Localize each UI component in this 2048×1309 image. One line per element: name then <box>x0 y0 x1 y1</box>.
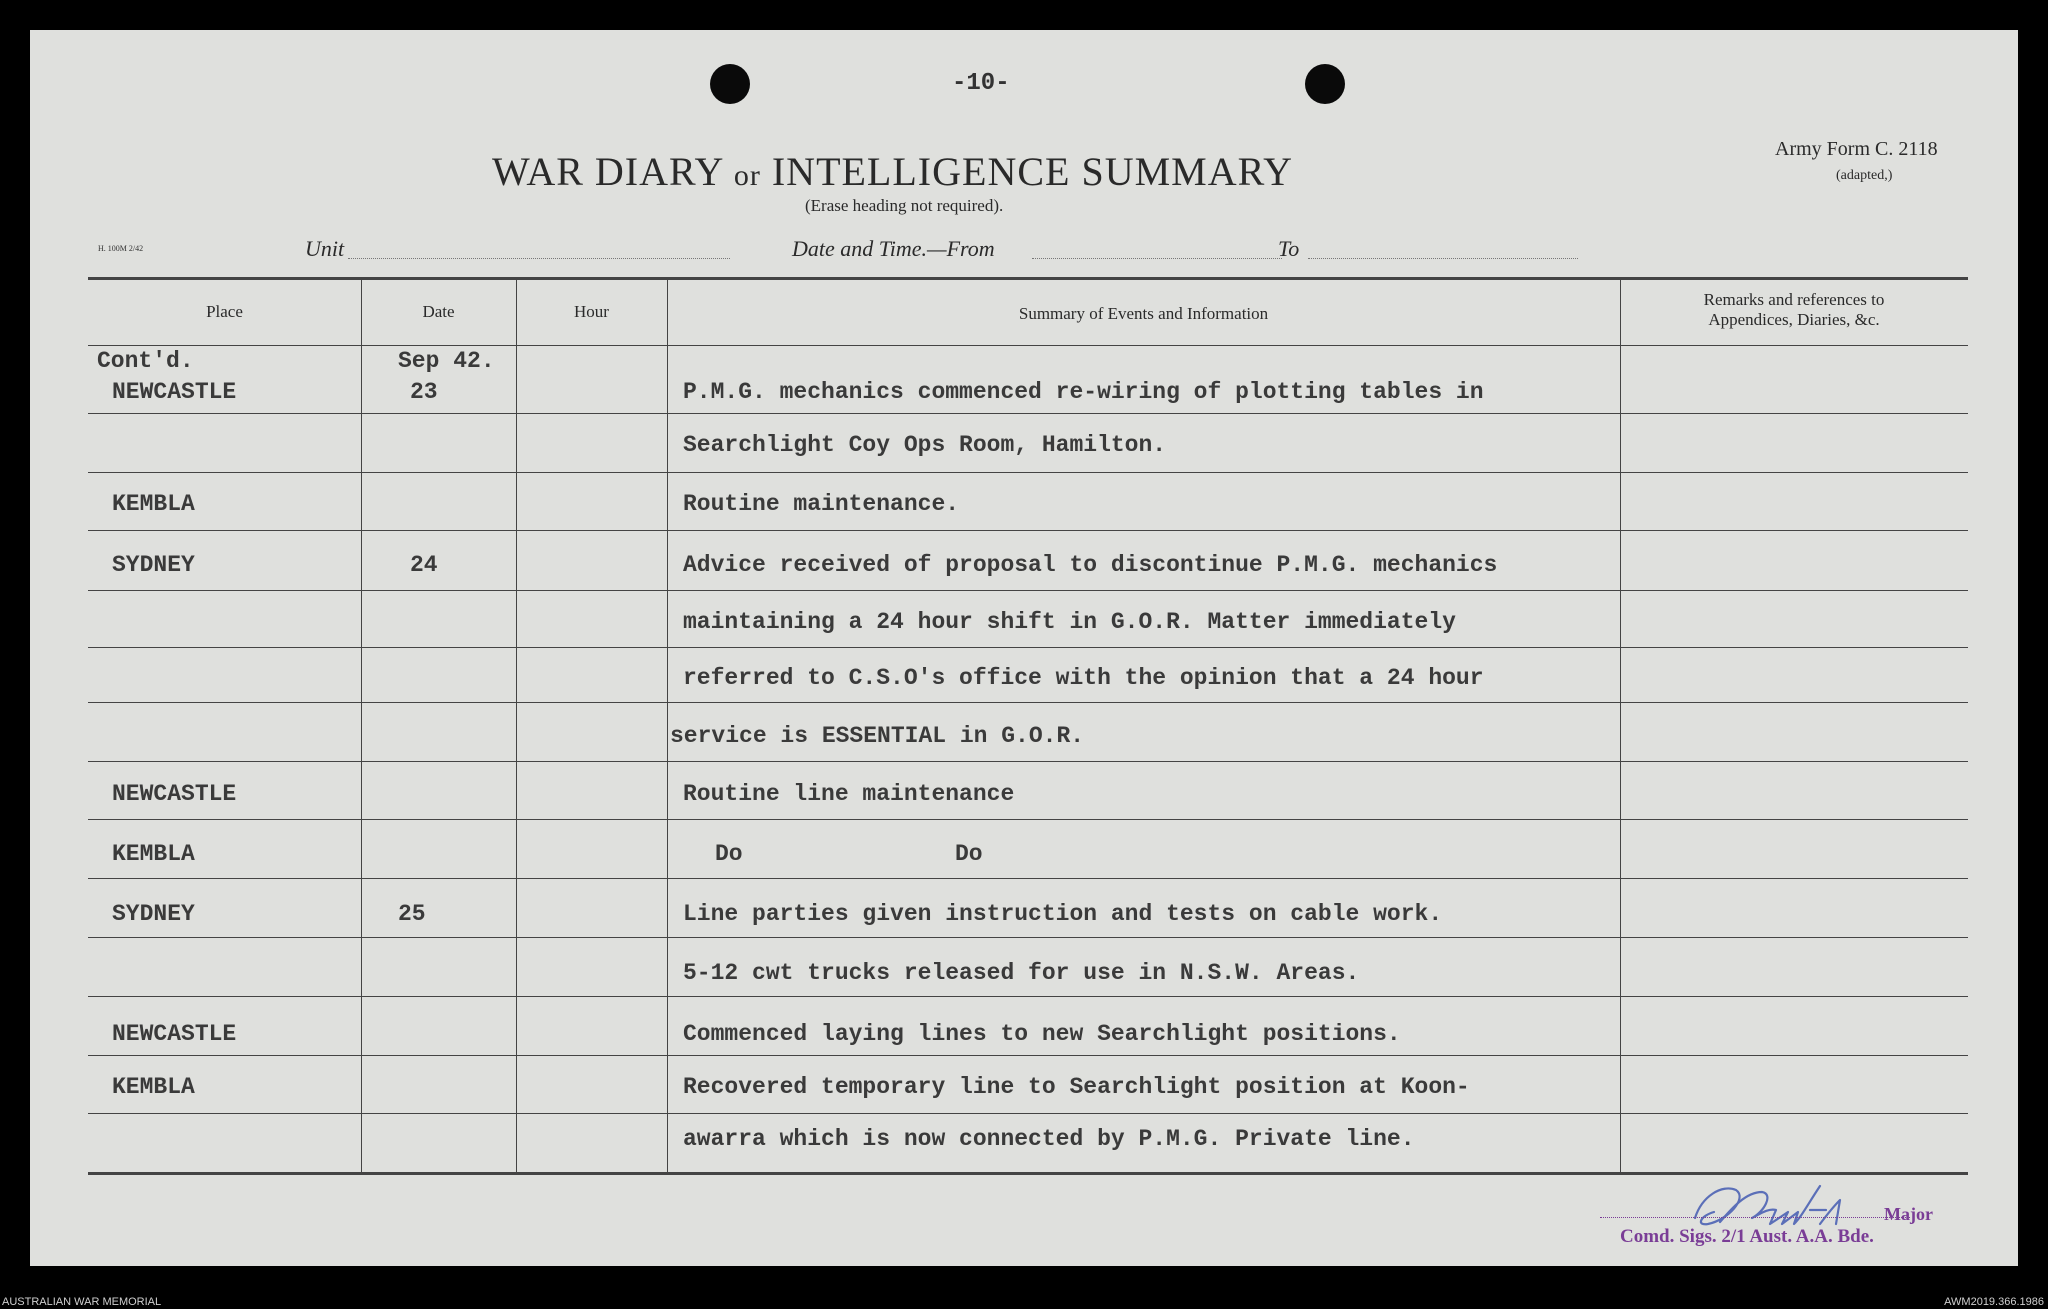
col-divider-hour <box>667 277 668 1172</box>
summary-line: Commenced laying lines to new Searchlight positions. <box>683 1021 1401 1047</box>
row-rule <box>88 413 1968 414</box>
unit-label: Unit <box>305 236 345 261</box>
date-cell: 23 <box>410 379 438 405</box>
place-cell: KEMBLA <box>112 841 195 867</box>
footer-right: AWM2019.366.1986 <box>1944 1296 2044 1308</box>
to-label: To <box>1278 236 1300 261</box>
summary-line: Routine line maintenance <box>683 781 1015 807</box>
summary-line: maintaining a 24 hour shift in G.O.R. Matter immediately <box>683 609 1456 635</box>
row-rule <box>88 647 1968 648</box>
print-code: H. 100M 2/42 <box>98 244 144 253</box>
summary-line: awarra which is now connected by P.M.G. Private line. <box>683 1126 1415 1152</box>
header-remarks-line2: Appendices, Diaries, &c. <box>1708 310 1880 329</box>
header-rule <box>88 345 1968 346</box>
row-rule <box>88 761 1968 762</box>
row-rule <box>88 819 1968 820</box>
place-cell: SYDNEY <box>112 901 195 927</box>
summary-line: Line parties given instruction and tests on cable work. <box>683 901 1443 927</box>
summary-line: 5-12 cwt trucks released for use in N.S.W. Areas. <box>683 960 1360 986</box>
place-cell: KEMBLA <box>112 491 195 517</box>
row-rule <box>88 702 1968 703</box>
summary-ditto: Do <box>715 841 743 867</box>
date-time-label: Date and Time.—From <box>792 236 995 261</box>
place-cell: NEWCASTLE <box>112 781 237 807</box>
unit-field <box>348 258 730 259</box>
summary-line: Advice received of proposal to discontinue P.M.G. mechanics <box>683 552 1498 578</box>
row-rule <box>88 1055 1968 1056</box>
signatory-rank: Major <box>1884 1204 1933 1224</box>
unit-stamp: Comd. Sigs. 2/1 Aust. A.A. Bde. <box>1620 1226 1874 1247</box>
summary-line: service is ESSENTIAL in G.O.R. <box>670 723 1085 749</box>
row-rule <box>88 937 1968 938</box>
header-summary: Summary of Events and Information <box>1018 304 1269 323</box>
punch-hole-left <box>710 64 750 104</box>
col-divider-summary <box>1620 277 1621 1172</box>
summary-line: Recovered temporary line to Searchlight position at Koon- <box>683 1074 1470 1100</box>
punch-hole-right <box>1305 64 1345 104</box>
page-number: -10- <box>952 70 1010 97</box>
row-rule <box>88 1113 1968 1114</box>
col-divider-date <box>516 277 517 1172</box>
footer-left: AUSTRALIAN WAR MEMORIAL <box>2 1296 162 1308</box>
summary-line: Searchlight Coy Ops Room, Hamilton. <box>683 432 1167 458</box>
title-war-diary: WAR DIARY <box>492 149 723 194</box>
row-rule <box>88 996 1968 997</box>
place-cell: KEMBLA <box>112 1074 195 1100</box>
summary-line: referred to C.S.O's office with the opinion that a 24 hour <box>683 665 1484 691</box>
col-divider-place <box>361 277 362 1172</box>
signature-line <box>1600 1217 1910 1218</box>
header-date: Date <box>422 302 455 321</box>
row-rule <box>88 472 1968 473</box>
date-cell: 24 <box>410 552 438 578</box>
summary-ditto: Do <box>955 841 983 867</box>
table-top-rule <box>88 277 1968 280</box>
date-cell: 25 <box>398 901 426 927</box>
summary-line: P.M.G. mechanics commenced re-wiring of plotting tables in <box>683 379 1484 405</box>
from-field <box>1032 258 1282 259</box>
place-cell: SYDNEY <box>112 552 195 578</box>
row-rule <box>88 878 1968 879</box>
header-place: Place <box>206 302 243 321</box>
summary-line: Routine maintenance. <box>683 491 960 517</box>
title-or: or <box>733 159 761 192</box>
form-subtitle: (Erase heading not required). <box>805 196 1004 215</box>
row-rule <box>88 530 1968 531</box>
army-form-adapted: (adapted,) <box>1836 168 1893 183</box>
form-title <box>492 148 1293 195</box>
diary-sheet <box>30 30 2018 1266</box>
to-field <box>1308 258 1578 259</box>
army-form-number: Army Form C. 2118 <box>1775 138 1938 160</box>
place-cell: NEWCASTLE <box>112 1021 237 1047</box>
place-contd: Cont'd. <box>97 348 194 374</box>
title-intelligence-summary: INTELLIGENCE SUMMARY <box>771 149 1293 194</box>
header-remarks-line1: Remarks and references to <box>1703 290 1885 309</box>
header-hour: Hour <box>574 302 609 321</box>
date-month: Sep 42. <box>398 348 495 374</box>
place-cell: NEWCASTLE <box>112 379 237 405</box>
row-rule <box>88 590 1968 591</box>
